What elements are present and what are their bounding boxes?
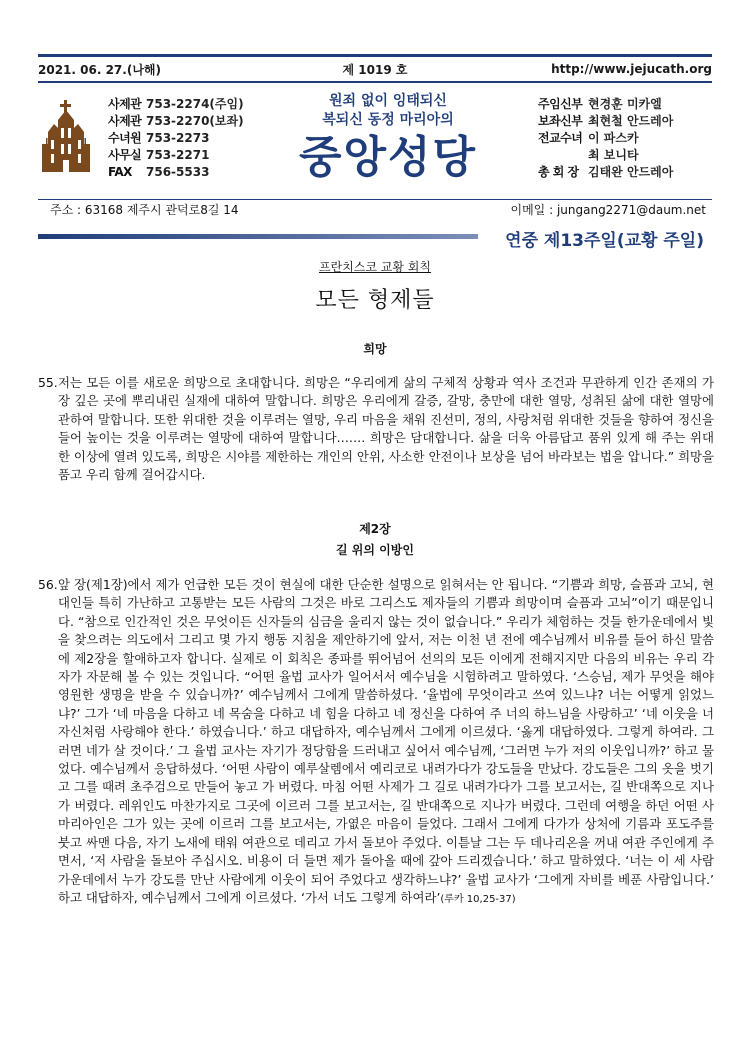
- staff-value: 최 보니타: [588, 148, 639, 162]
- staff-row: [538, 147, 673, 164]
- section-heading-hope: 희망: [363, 342, 387, 356]
- title-line-2: 복되신 동정 마리아의: [322, 112, 454, 128]
- liturgical-sunday: 연중 제13주일(교황 주일): [505, 231, 704, 251]
- contact-value: 753-2271: [146, 148, 210, 162]
- paragraph-text: [58, 576, 714, 909]
- document-subtitle: 프란치스코 교황 회칙: [319, 260, 431, 274]
- church-name: 중앙성당: [298, 132, 477, 183]
- chapter-number: 제2장: [359, 522, 391, 536]
- address: 주소 : 63168 제주시 관덕로8길 14: [50, 203, 239, 217]
- address-bar: [38, 199, 712, 219]
- contact-label: 사제관: [108, 97, 142, 111]
- title-line-1: 원죄 없이 잉태되신: [329, 93, 447, 109]
- issue-date: 2021. 06. 27.(나해): [38, 62, 161, 77]
- paragraph-55: [38, 374, 714, 484]
- contact-value: 753-2274(주임): [146, 97, 244, 111]
- paragraph-body: 앞 장(제1장)에서 제가 언급한 모든 것이 현실에 대한 단순한 설명으로 읽혀서는 안 됩니다. “기쁨과 희망, 슬픔과 고뇌, 현대인들 특히 가난하고 고통받는 모든 사람의 그것은 바로 그리스도 제자들의 기쁨과 희망이며 슬픔과 고뇌”이기 때문입니다. “참으로 인간적인 것은 무엇이든 신자들의 심금을 울리지 않는 것이 없습니다.” 우리가 체험하는 것들 한가운데에서 빛을 찾으려는 의도에서 그리고 몇 가지 행동 지침을 제안하기에 앞서, 저는 이천 년 전에 예수님께서 비유를 들어 하신 말씀에 제2장을 할애하고자 합니다. 실제로 이 회칙은 종파를 뛰어넘어 선의의 모든 이에게 전해지지만 다음의 비유는 우리 각자가 자문해 볼 수 있는 것입니다. “어떤 율법 교사가 일어서서 예수님을 시험하려고 말하였다. ‘스승님, 제가 무엇을 해야 영원한 생명을 받을 수 있습니까?’ 예수님께서 그에게 말씀하셨다. ‘율법에 무엇이라고 쓰여 있느냐? 너는 어떻게 읽었느냐?’ 그가 ‘네 마음을 다하고 네 목숨을 다하고 네 힘을 다하고 네 정신을 다하여 주 너의 하느님을 사랑하고’ ‘네 이웃을 너 자신처럼 사랑해야 한다.’ 하였습니다.’ 하고 대답하자, 예수님께서 그에게 이르셨다. ‘옳게 대답하였다. 그렇게 하여라. 그러면 네가 살 것이다.’ 그 율법 교사는 자기가 정당함을 드러내고 싶어서 예수님께, ‘그러면 누가 저의 이웃입니까?’ 하고 물었다. 예수님께서 응답하셨다. ‘어떤 사람이 예루살렘에서 예리코로 내려가다가 강도들을 만났다. 강도들은 그의 옷을 벗기고 그를 때려 초주검으로 만들어 놓고 가 버렸다. 마침 어떤 사제가 그 길로 내려가다가 그를 보고서는, 길 반대쪽으로 지나가 버렸다. 레위인도 마찬가지로 그곳에 이르러 그를 보고서는, 길 반대쪽으로 지나가 버렸다. 그런데 여행을 하던 어떤 사마리아인은 그가 있는 곳에 이르러 그를 보고서는, 가엾은 마음이 들었다. 그래서 그에게 다가가 상처에 기름과 포도주를 붓고 싸맨 다음, 자기 노새에 태워 여관으로 데리고 가서 돌보아 주었다. 이튿날 그는 두 데나리온을 꺼내 여관 주인에게 주면서, ‘저 사람을 돌보아 주십시오. 비용이 더 들면 제가 돌아올 때에 갚아 드리겠습니다.’ 하고 말하였다. ‘너는 이 세 사람 가운데에서 누가 강도를 만난 사람에게 이웃이 되어 주었다고 생각하느냐?’ 율법 교사가 ‘그에게 자비를 베푼 사람입니다.’ 하고 대답하자, 예수님께서 그에게 이르셨다. ‘가서 너도 그렇게 하여라’: [58, 577, 715, 905]
- masthead: [38, 92, 712, 190]
- staff-value: 현경훈 미카엘: [588, 97, 662, 111]
- contact-label: FAX: [108, 165, 132, 179]
- church-logo-icon: [42, 98, 90, 172]
- contact-row: [108, 130, 244, 147]
- staff-value: 이 파스카: [588, 131, 639, 145]
- staff-row: [538, 96, 673, 113]
- contact-row: [108, 164, 244, 181]
- staff-list: [538, 96, 673, 181]
- top-bar: [38, 54, 712, 83]
- staff-value: 김태완 안드레아: [588, 165, 674, 179]
- paragraph-text: 저는 모든 이를 새로운 희망으로 초대합니다. 희망은 “우리에게 삶의 구체적 상황과 역사 조건과 무관하게 인간 존재의 가장 깊은 곳에 뿌리내린 실재에 대하여 말합니다. 희망은 우리에게 갈증, 갈망, 충만에 대한 열망, 성취된 삶에 대한 열망에 관하여 말합니다. 또한 위대한 것을 이루려는 열망, 우리 마음을 채워 진선미, 정의, 사랑처럼 위대한 것들을 향하여 정신을 들어 높이는 것을 이루려는 열망에 대하여 말합니다.…… 희망은 담대합니다. 삶을 더욱 아름답고 품위 있게 해 주는 위대한 이상에 열려 있도록, 희망은 시야를 제한하는 개인의 안위, 사소한 안전이나 보상을 넘어 바라보는 법을 압니다.” 희망을 품고 우리 함께 걸어갑시다.: [58, 375, 714, 483]
- staff-label: 전교수녀: [538, 131, 583, 145]
- contact-row: [108, 147, 244, 164]
- contact-value: 753-2270(보좌): [146, 114, 244, 128]
- staff-label: 총 회 장: [538, 165, 579, 179]
- website-link[interactable]: http://www.jejucath.org: [551, 62, 712, 76]
- staff-row: [538, 164, 673, 181]
- contact-label: 사제관: [108, 114, 142, 128]
- contact-value: 756-5533: [146, 165, 210, 179]
- issue-number: 제 1019 호: [342, 62, 408, 77]
- staff-row: [538, 130, 673, 147]
- contact-row: [108, 113, 244, 130]
- paragraph-number: 56.: [38, 577, 58, 592]
- accent-bar: [38, 234, 478, 239]
- chapter-title: 길 위의 이방인: [336, 543, 414, 557]
- staff-row: [538, 113, 673, 130]
- church-title: [253, 92, 523, 184]
- staff-label: [538, 147, 588, 164]
- contact-list: [108, 96, 244, 181]
- contact-label: 수녀원: [108, 131, 142, 145]
- scripture-reference: (루카 10,25-37): [440, 893, 516, 905]
- document-title: 모든 형제들: [315, 288, 435, 313]
- staff-value: 최현철 안드레아: [588, 114, 674, 128]
- paragraph-56: [38, 576, 714, 909]
- paragraph-number: 55.: [38, 375, 58, 390]
- staff-label: 보좌신부: [538, 114, 583, 128]
- email-link[interactable]: 이메일 : jungang2271@daum.net: [510, 203, 706, 217]
- contact-label: 사무실: [108, 148, 142, 162]
- contact-row: [108, 96, 244, 113]
- contact-value: 753-2273: [146, 131, 210, 145]
- staff-label: 주임신부: [538, 97, 583, 111]
